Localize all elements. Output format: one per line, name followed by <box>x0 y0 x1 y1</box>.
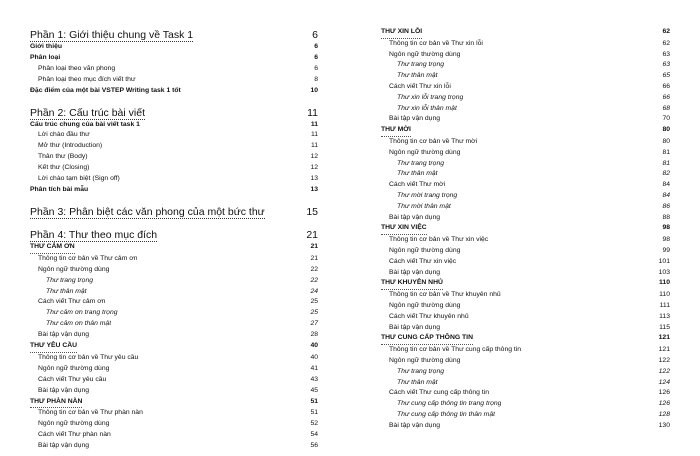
toc-entry-page: 6 <box>314 64 318 72</box>
toc-entry-page: 21 <box>306 228 318 241</box>
toc-entry-title: Cách viết Thư xin việc <box>389 257 457 265</box>
toc-entry-page: 98 <box>662 224 670 232</box>
toc-entry-title: Đặc điểm của một bài VSTEP Writing task 1 tốt <box>30 86 181 94</box>
toc-entry-title: Thông tin cơ bản về Thư xin việc <box>389 236 489 244</box>
toc-entry-page: 41 <box>310 364 318 372</box>
toc-entry-title: Thư cảm ơn thân mật <box>46 320 112 328</box>
toc-entry-page: 103 <box>658 268 670 276</box>
toc-entry-page: 11 <box>310 131 318 139</box>
toc-entry-page: 80 <box>662 137 670 145</box>
toc-entry-title: Thư thân mật <box>46 287 87 295</box>
toc-entry-page: 126 <box>658 400 670 408</box>
toc-entry-page: 43 <box>310 375 318 383</box>
toc-entry-title: Thư trang trọng <box>397 367 445 375</box>
toc-entry[interactable] <box>30 341 318 353</box>
toc-entry[interactable] <box>381 104 670 115</box>
toc-entry-title: Phân loại theo văn phong <box>38 64 116 72</box>
toc-entry-page: 15 <box>306 205 318 218</box>
toc-entry-title: Thư thân mật <box>397 378 438 386</box>
toc-entry[interactable] <box>381 378 670 389</box>
toc-entry[interactable] <box>30 308 318 319</box>
toc-entry[interactable] <box>381 93 670 104</box>
toc-entry-title: Thân thư (Body) <box>38 153 88 161</box>
toc-entry[interactable] <box>381 388 670 399</box>
toc-entry-title: Thư cung cấp thông tin thân mật <box>397 410 496 418</box>
toc-entry-page: 22 <box>310 276 318 284</box>
toc-entry-title: Thông tin cơ bản về Thư yêu cầu <box>38 353 139 361</box>
toc-entry-title: Cách viết Thư phàn nàn <box>38 431 111 439</box>
toc-entry-title: Ngôn ngữ thường dùng <box>38 364 110 372</box>
toc-entry-title: Ngôn ngữ thường dùng <box>389 50 461 58</box>
toc-entry[interactable] <box>30 42 318 53</box>
toc-entry-page: 82 <box>662 170 670 178</box>
toc-entry-title: Thư trang trọng <box>46 276 94 284</box>
toc-entry-page: 11 <box>310 142 318 150</box>
toc-entry-page: 122 <box>658 367 670 375</box>
toc-entry-page: 54 <box>310 431 318 439</box>
toc-entry[interactable] <box>381 180 670 191</box>
toc-entry-title: Cách viết Thư cung cấp thông tin <box>389 389 490 397</box>
toc-entry-page: 52 <box>310 420 318 428</box>
toc-entry[interactable] <box>30 287 318 298</box>
toc-entry-title: Bài tập vận dụng <box>38 386 90 394</box>
toc-entry[interactable] <box>381 202 670 213</box>
toc-entry-page: 40 <box>310 342 318 350</box>
toc-entry-title: Thông tin cơ bản về Thư khuyên nhủ <box>389 291 501 299</box>
toc-entry-title: Cách viết Thư mời <box>389 181 446 189</box>
toc-entry-page: 25 <box>310 298 318 306</box>
toc-entry-page: 6 <box>312 29 318 41</box>
toc-entry[interactable] <box>30 130 318 141</box>
toc-entry[interactable] <box>30 441 318 452</box>
toc-entry-page: 51 <box>310 409 318 417</box>
toc-entry-title: Thông tin cơ bản về Thư cung cấp thông tin <box>389 346 522 354</box>
toc-entry-page: 21 <box>310 242 318 250</box>
toc-entry[interactable] <box>381 191 670 202</box>
toc-entry-title: Phần 4: Thư theo mục đích <box>30 228 158 241</box>
toc-entry[interactable] <box>381 367 670 378</box>
toc-entry[interactable] <box>30 242 318 254</box>
toc-entry-page: 126 <box>658 389 670 397</box>
toc-entry-title: Thông tin cơ bản về Thư mời <box>389 137 478 145</box>
toc-entry[interactable] <box>381 345 670 356</box>
toc-entry[interactable] <box>381 223 670 235</box>
toc-entry-page: 80 <box>662 126 670 134</box>
toc-entry-title: Phân loại <box>30 53 61 61</box>
toc-entry-page: 110 <box>659 279 670 287</box>
toc-entry[interactable] <box>381 301 670 312</box>
toc-entry[interactable] <box>381 169 670 180</box>
toc-entry[interactable] <box>381 159 670 170</box>
toc-entry[interactable] <box>30 206 318 219</box>
toc-entry[interactable] <box>30 353 318 364</box>
toc-entry-title: Thông tin cơ bản về Thư xin lỗi <box>389 39 483 47</box>
toc-entry-page: 88 <box>662 213 670 221</box>
toc-entry[interactable] <box>381 137 670 148</box>
toc-entry-title: Thông tin cơ bản về Thư phàn nàn <box>38 409 143 417</box>
toc-entry-page: 122 <box>658 356 670 364</box>
toc-entry-page: 22 <box>310 265 318 273</box>
toc-entry[interactable] <box>30 185 318 196</box>
toc-entry-title: Ngôn ngữ thường dùng <box>389 148 461 156</box>
toc-entry-title: Cách viết Thư yêu cầu <box>38 375 107 383</box>
toc-entry[interactable] <box>30 364 318 375</box>
toc-entry[interactable] <box>30 265 318 276</box>
toc-entry-title: Thư thân mật <box>397 170 438 178</box>
toc-entry-title: Bài tập vận dụng <box>389 268 441 276</box>
toc-entry-page: 110 <box>659 291 670 299</box>
toc-entry-title: Thư mời trang trọng <box>397 191 458 199</box>
toc-entry-title: Ngôn ngữ thường dùng <box>389 356 461 364</box>
toc-entry[interactable] <box>30 174 318 185</box>
toc-entry[interactable] <box>30 163 318 174</box>
toc-entry-title: THƯ CUNG CẤP THÔNG TIN <box>381 333 473 345</box>
toc-entry-page: 63 <box>662 61 670 69</box>
toc-entry-page: 62 <box>662 39 670 47</box>
toc-entry-title: THƯ XIN VIỆC <box>381 223 427 235</box>
toc-entry-page: 13 <box>310 185 318 193</box>
toc-entry[interactable] <box>30 141 318 152</box>
toc-entry-title: Bài tập vận dụng <box>389 421 441 429</box>
toc-entry[interactable] <box>381 50 670 61</box>
toc-entry-title: THƯ MỜI <box>381 125 411 137</box>
toc-entry-page: 70 <box>662 115 670 123</box>
toc-entry[interactable] <box>381 213 670 224</box>
toc-entry[interactable] <box>381 82 670 93</box>
toc-entry[interactable] <box>381 257 670 268</box>
toc-entry-title: Cách viết Thư xin lỗi <box>389 82 451 90</box>
toc-column-left <box>30 26 318 452</box>
toc-entry[interactable] <box>30 408 318 419</box>
toc-entry-page: 113 <box>659 312 670 320</box>
toc-entry-page: 115 <box>659 323 670 331</box>
toc-entry[interactable] <box>381 148 670 159</box>
toc-entry[interactable] <box>381 399 670 410</box>
toc-entry-title: Phần 1: Giới thiệu chung về Task 1 <box>30 29 194 41</box>
toc-entry[interactable] <box>30 386 318 397</box>
toc-entry-page: 13 <box>310 175 318 183</box>
toc-entry-title: Ngôn ngữ thường dùng <box>38 265 110 273</box>
toc-entry-title: Cấu trúc chung của bài viết task 1 <box>30 120 140 128</box>
toc-entry[interactable] <box>381 356 670 367</box>
toc-entry[interactable] <box>30 86 318 97</box>
toc-entry[interactable] <box>381 39 670 50</box>
toc-entry[interactable] <box>30 254 318 265</box>
toc-entry[interactable] <box>381 410 670 421</box>
toc-entry-title: Kết thư (Closing) <box>38 164 90 172</box>
toc-entry-page: 124 <box>658 378 670 386</box>
toc-entry-title: Bài tập vận dụng <box>389 115 441 123</box>
toc-entry-page: 24 <box>310 287 318 295</box>
toc-entry-page: 130 <box>658 421 670 429</box>
toc-entry-page: 121 <box>658 334 670 342</box>
toc-entry-title: Cách viết Thư cảm ơn <box>38 298 106 306</box>
toc-entry-title: THƯ XIN LỖI <box>381 27 422 39</box>
toc-entry[interactable] <box>30 29 318 42</box>
toc-entry-title: Thư cảm ơn trang trọng <box>46 309 118 317</box>
toc-entry-page: 128 <box>658 410 670 418</box>
toc-entry-title: Thông tin cơ bản về Thư cảm ơn <box>38 254 138 262</box>
toc-entry-title: Bài tập vận dụng <box>38 331 90 339</box>
toc-entry-page: 65 <box>662 72 670 80</box>
toc-entry[interactable] <box>30 419 318 430</box>
toc-entry-page: 25 <box>310 309 318 317</box>
toc-entry-title: Lời chào đầu thư <box>38 131 90 139</box>
toc-entry-title: Bài tập vận dụng <box>389 323 441 331</box>
toc-entry-title: THƯ PHÀN NÀN <box>30 397 82 409</box>
toc-entry[interactable] <box>381 323 670 334</box>
toc-entry[interactable] <box>30 397 318 409</box>
toc-entry-page: 10 <box>310 86 318 94</box>
toc-entry-title: Phần 3: Phân biệt các văn phong của một bức thư <box>30 205 265 218</box>
toc-entry-page: 111 <box>659 301 670 309</box>
toc-entry[interactable] <box>30 430 318 441</box>
toc-entry-title: Bài tập vận dụng <box>389 213 441 221</box>
toc-entry[interactable] <box>381 278 670 290</box>
toc-entry[interactable] <box>381 333 670 345</box>
toc-entry-page: 66 <box>662 93 670 101</box>
toc-entry[interactable] <box>30 375 318 386</box>
toc-entry-page: 27 <box>310 320 318 328</box>
toc-entry-page: 12 <box>310 164 318 172</box>
toc-entry-page: 12 <box>310 153 318 161</box>
toc-entry-title: Ngôn ngữ thường dùng <box>38 420 110 428</box>
toc-entry[interactable] <box>30 107 318 120</box>
toc-entry-title: Giới thiệu <box>30 43 63 50</box>
toc-entry-title: Thư trang trọng <box>397 61 445 69</box>
toc-entry-page: 84 <box>662 191 670 199</box>
toc-entry[interactable] <box>30 64 318 75</box>
toc-entry-title: Thư cung cấp thông tin trang trọng <box>397 400 502 408</box>
toc-column-right <box>381 27 670 431</box>
toc-entry[interactable] <box>381 421 670 432</box>
toc-entry-title: Thư trang trọng <box>397 159 445 167</box>
toc-entry-title: Ngôn ngữ thường dùng <box>389 246 461 254</box>
toc-entry-title: Phân tích bài mẫu <box>30 185 89 193</box>
toc-entry-page: 51 <box>310 397 318 405</box>
toc-entry-page: 6 <box>314 43 318 50</box>
toc-entry-title: THƯ YÊU CẦU <box>30 341 77 353</box>
toc-entry[interactable] <box>30 120 318 131</box>
toc-entry[interactable] <box>381 27 670 39</box>
toc-entry-page: 28 <box>310 331 318 339</box>
toc-entry-page: 86 <box>662 202 670 210</box>
toc-entry-title: THƯ KHUYÊN NHỦ <box>381 278 443 290</box>
toc-entry[interactable] <box>30 53 318 64</box>
toc-entry-page: 66 <box>662 82 670 90</box>
toc-entry[interactable] <box>381 312 670 323</box>
toc-entry[interactable] <box>30 75 318 86</box>
toc-entry[interactable] <box>381 60 670 71</box>
toc-entry[interactable] <box>381 246 670 257</box>
toc-entry-page: 81 <box>662 148 670 156</box>
toc-entry-title: Thư thân mật <box>397 72 438 80</box>
toc-entry-page: 45 <box>310 386 318 394</box>
toc-entry-page: 99 <box>662 246 670 254</box>
toc-entry-page: 11 <box>310 120 318 128</box>
toc-entry[interactable] <box>30 330 318 341</box>
toc-entry-page: 98 <box>662 236 670 244</box>
toc-entry[interactable] <box>30 297 318 308</box>
toc-entry-page: 11 <box>307 106 318 119</box>
toc-entry-title: Lời chào tạm biệt (Sign off) <box>38 175 120 183</box>
toc-entry[interactable] <box>381 125 670 137</box>
toc-entry-title: Thư xin lỗi thân mật <box>397 104 457 112</box>
toc-entry[interactable] <box>30 152 318 163</box>
toc-entry-title: Phân loại theo mục đích viết thư <box>38 75 136 83</box>
toc-entry-title: Thư mời thân mật <box>397 202 451 210</box>
toc-entry-title: Ngôn ngữ thường dùng <box>389 301 461 309</box>
toc-entry-title: Phần 2: Cấu trúc bài viết <box>30 106 145 119</box>
toc-entry-page: 101 <box>658 257 670 265</box>
toc-entry-page: 68 <box>662 104 670 112</box>
toc-entry-page: 63 <box>662 50 670 58</box>
toc-entry-title: Bài tập vận dụng <box>38 442 90 450</box>
toc-entry-title: Mở thư (Introduction) <box>38 142 103 150</box>
toc-entry-page: 8 <box>314 75 318 83</box>
toc-entry[interactable] <box>381 71 670 82</box>
toc-entry[interactable] <box>381 235 670 246</box>
toc-entry-page: 62 <box>662 28 670 35</box>
toc-entry-page: 6 <box>314 53 318 61</box>
toc-entry-page: 40 <box>310 353 318 361</box>
toc-entry[interactable] <box>381 268 670 279</box>
toc-entry[interactable] <box>30 229 318 242</box>
toc-entry-title: THƯ CẢM ƠN <box>30 242 75 254</box>
toc-entry-page: 56 <box>310 442 318 450</box>
toc-entry[interactable] <box>30 319 318 330</box>
toc-entry[interactable] <box>30 276 318 287</box>
toc-entry-title: Thư xin lỗi trang trọng <box>397 93 464 101</box>
toc-entry-page: 21 <box>310 254 318 262</box>
toc-entry-title: Cách viết Thư khuyên nhủ <box>389 312 469 320</box>
toc-entry-page: 84 <box>662 181 670 189</box>
toc-entry-page: 121 <box>658 346 670 354</box>
toc-entry-page: 81 <box>662 159 670 167</box>
toc-entry[interactable] <box>381 290 670 301</box>
toc-entry[interactable] <box>381 114 670 125</box>
